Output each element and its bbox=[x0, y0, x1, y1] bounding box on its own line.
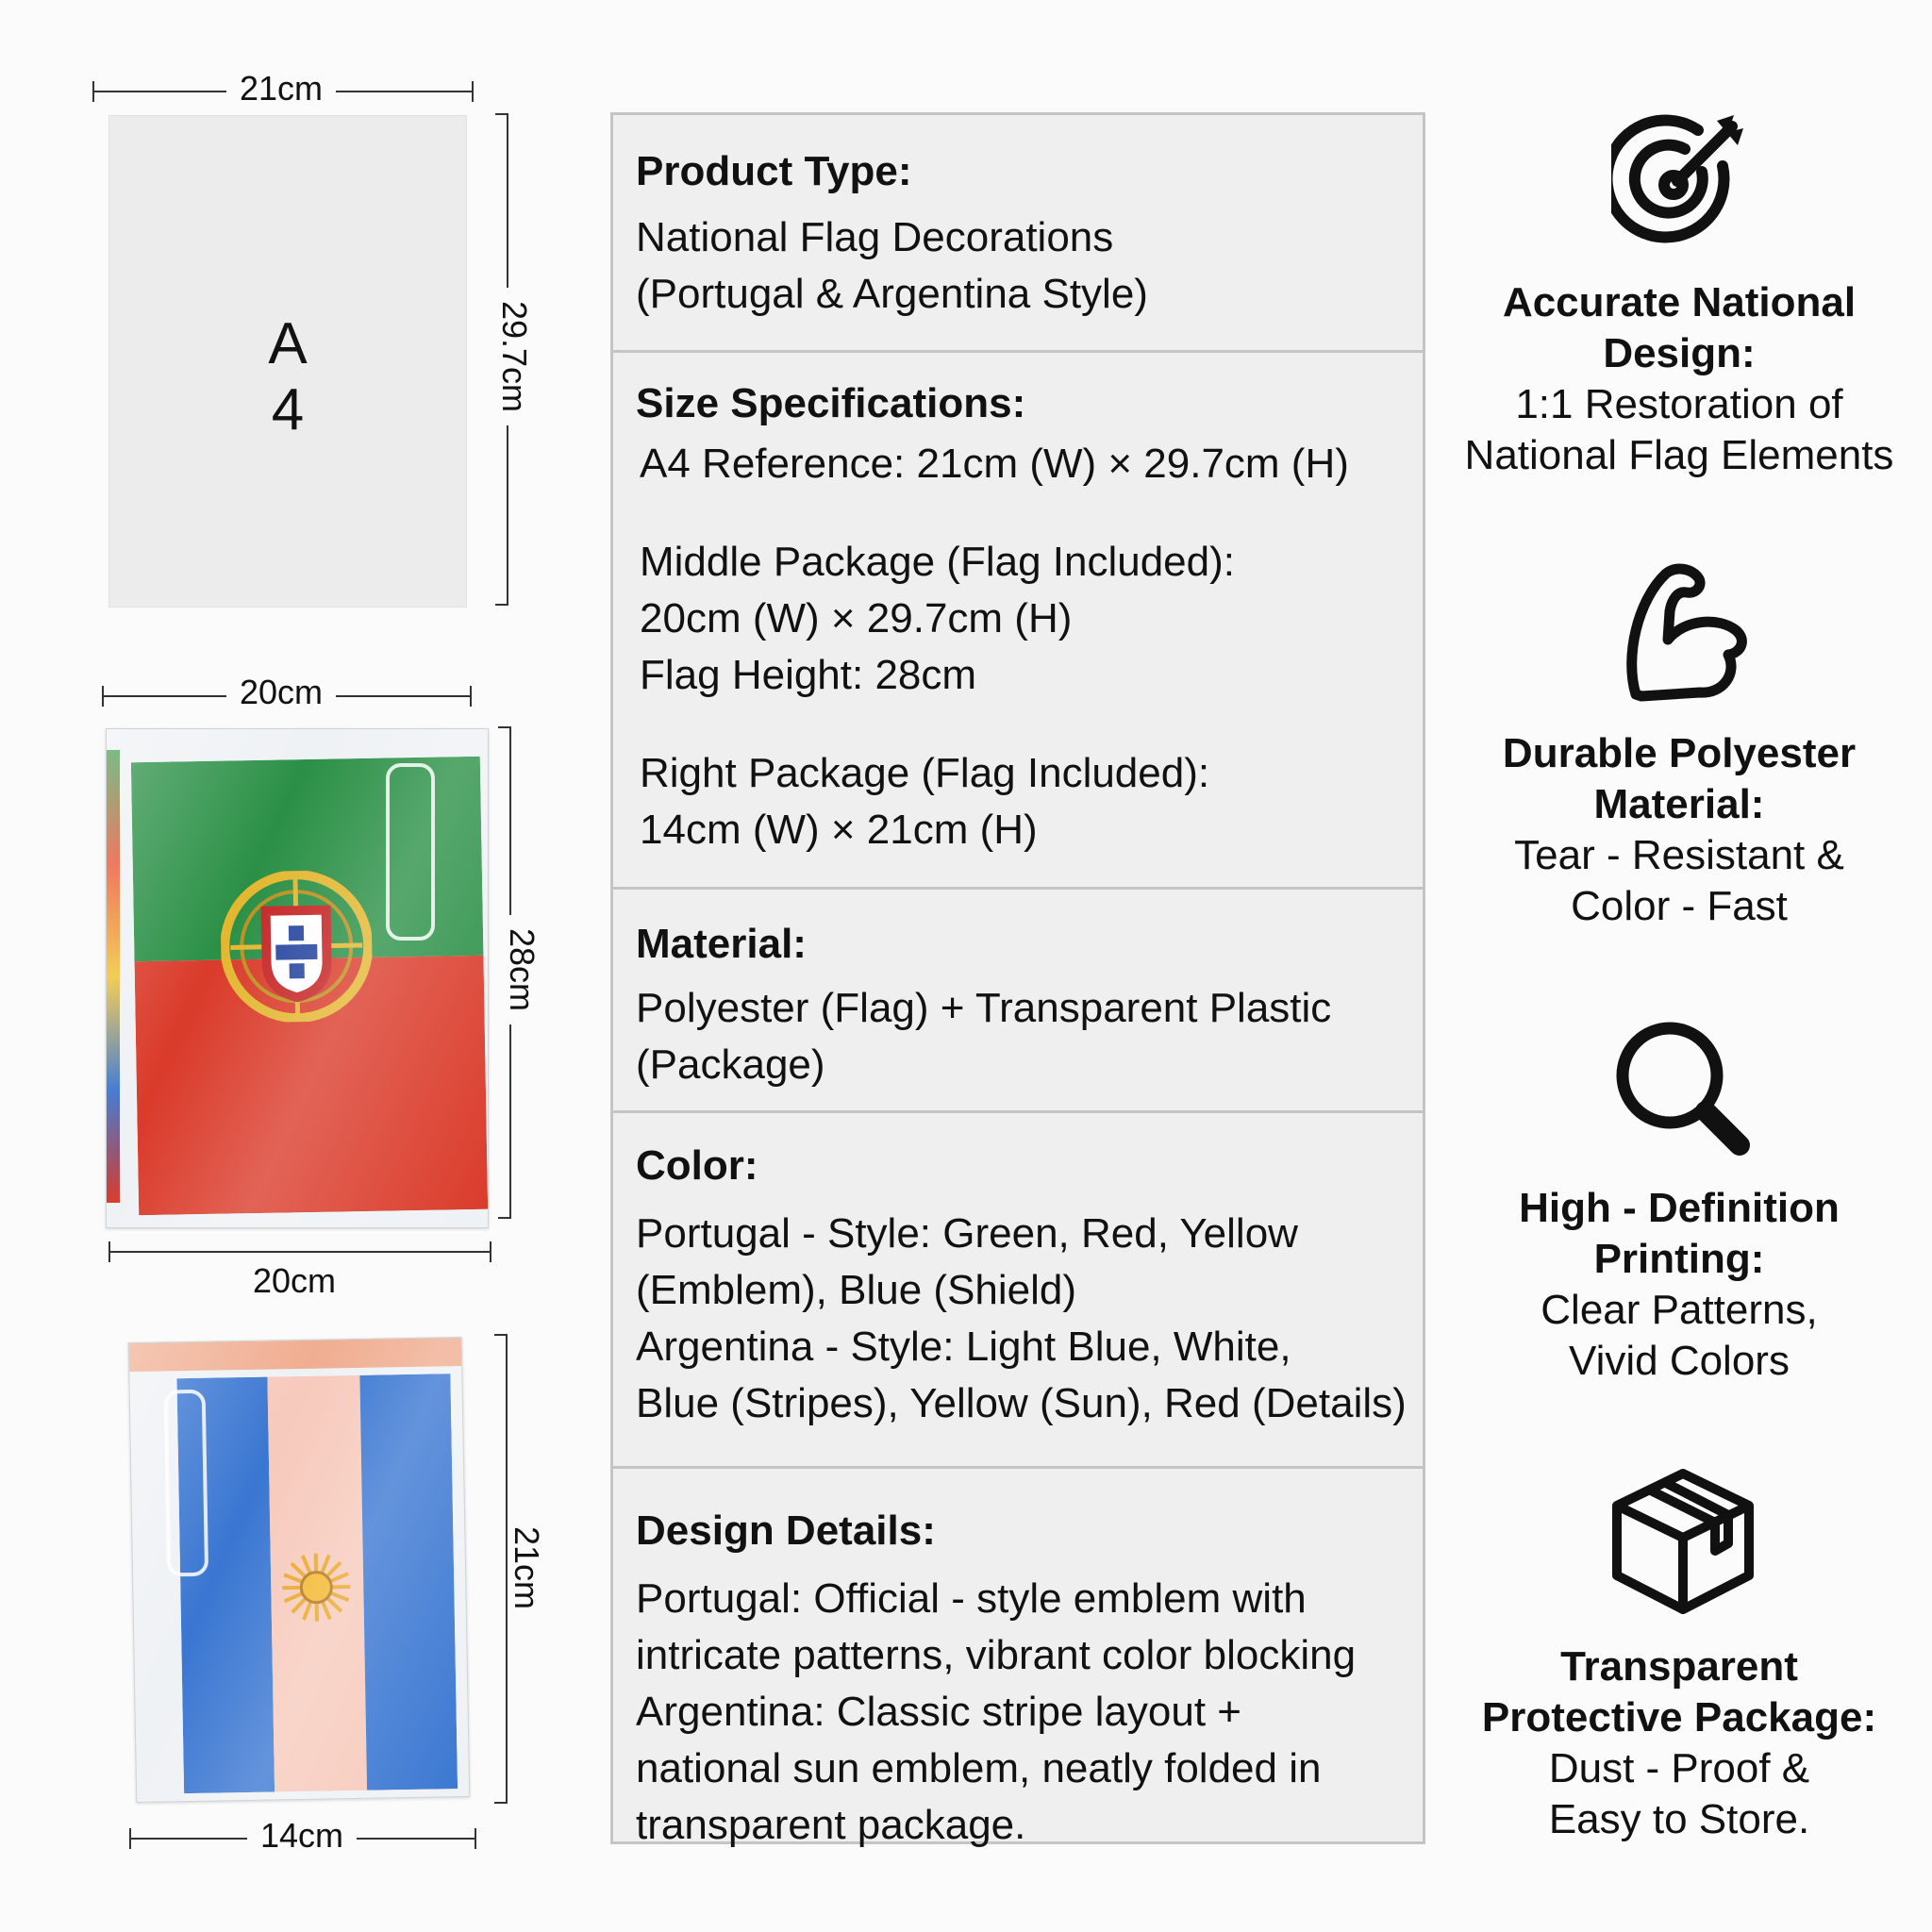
color-cell bbox=[613, 1110, 1423, 1466]
design-heading: Design Details: bbox=[636, 1507, 936, 1554]
design-cell bbox=[613, 1466, 1423, 1848]
feature-title: Protective Package: bbox=[1481, 1694, 1877, 1740]
material-line: Polyester (Flag) + Transparent Plastic bbox=[636, 985, 1332, 1031]
color-line: Argentina - Style: Light Blue, White, bbox=[636, 1324, 1291, 1370]
box-icon bbox=[1611, 1468, 1755, 1615]
design-line: Argentina: Classic stripe layout + bbox=[636, 1689, 1241, 1735]
spec-table bbox=[610, 112, 1425, 1848]
size-right-line: Right Package (Flag Included): bbox=[640, 750, 1210, 796]
feature-title: High - Definition bbox=[1519, 1185, 1840, 1231]
feature-title: Durable Polyester bbox=[1502, 730, 1857, 776]
product-type-line: National Flag Decorations bbox=[636, 214, 1114, 260]
feature-desc: Easy to Store. bbox=[1548, 1796, 1810, 1842]
middle-width-dimension-bottom bbox=[108, 1251, 491, 1253]
right-width-label: 14cm bbox=[247, 1817, 357, 1855]
size-middle-line: Flag Height: 28cm bbox=[640, 652, 977, 698]
feature-title: Design: bbox=[1603, 330, 1756, 376]
material-line: (Package) bbox=[636, 1041, 825, 1088]
middle-width-label-bottom: 20cm bbox=[240, 1262, 349, 1300]
feature-title: Transparent bbox=[1560, 1643, 1798, 1690]
feature-desc: National Flag Elements bbox=[1464, 432, 1894, 478]
feature-desc: Dust - Proof & bbox=[1548, 1745, 1810, 1791]
middle-height-label: 28cm bbox=[503, 915, 541, 1024]
feature-desc: Tear - Resistant & bbox=[1514, 832, 1844, 878]
color-heading: Color: bbox=[636, 1142, 758, 1189]
feature-desc: Clear Patterns, bbox=[1541, 1287, 1818, 1333]
magnifier-icon bbox=[1611, 1017, 1755, 1160]
feature-desc: Color - Fast bbox=[1571, 883, 1788, 929]
right-package-argentina bbox=[128, 1337, 470, 1803]
color-line: Blue (Stripes), Yellow (Sun), Red (Details) bbox=[636, 1380, 1407, 1426]
feature-accurate-design bbox=[1443, 277, 1915, 481]
right-height-label: 21cm bbox=[508, 1513, 545, 1623]
design-line: Portugal: Official - style emblem with bbox=[636, 1575, 1307, 1622]
color-line: Portugal - Style: Green, Red, Yellow bbox=[636, 1210, 1298, 1257]
feature-durable-material bbox=[1443, 728, 1915, 932]
size-middle-line: Middle Package (Flag Included): bbox=[640, 539, 1235, 585]
design-line: transparent package. bbox=[636, 1802, 1026, 1848]
feature-protective-package bbox=[1443, 1641, 1915, 1845]
flexed-arm-icon bbox=[1617, 562, 1753, 704]
size-right-line: 14cm (W) × 21cm (H) bbox=[640, 807, 1038, 853]
a4-letter-a: A bbox=[268, 311, 308, 376]
target-icon bbox=[1611, 111, 1753, 253]
feature-title: Accurate National bbox=[1502, 279, 1857, 325]
material-cell bbox=[613, 887, 1423, 1110]
size-middle-line: 20cm (W) × 29.7cm (H) bbox=[640, 595, 1073, 641]
feature-hd-printing bbox=[1443, 1183, 1915, 1387]
product-type-line: (Portugal & Argentina Style) bbox=[636, 271, 1148, 317]
a4-sheet bbox=[108, 115, 467, 608]
product-type-cell bbox=[613, 115, 1423, 350]
feature-title: Material: bbox=[1593, 781, 1765, 827]
a4-width-label: 21cm bbox=[226, 70, 336, 108]
size-a4-line: A4 Reference: 21cm (W) × 29.7cm (H) bbox=[640, 441, 1349, 487]
size-cell bbox=[613, 350, 1423, 887]
size-heading: Size Specifications: bbox=[636, 380, 1026, 426]
a4-letter-4: 4 bbox=[271, 377, 305, 442]
design-line: intricate patterns, vibrant color blocking bbox=[636, 1632, 1357, 1678]
design-line: national sun emblem, neatly folded in bbox=[636, 1745, 1322, 1791]
product-type-heading: Product Type: bbox=[636, 148, 912, 194]
color-line: (Emblem), Blue (Shield) bbox=[636, 1267, 1077, 1313]
feature-title: Printing: bbox=[1593, 1236, 1765, 1282]
material-heading: Material: bbox=[636, 921, 807, 967]
feature-desc: Vivid Colors bbox=[1569, 1338, 1790, 1384]
a4-height-label: 29.7cm bbox=[495, 288, 533, 425]
middle-package-portugal bbox=[106, 728, 489, 1228]
middle-width-label-top: 20cm bbox=[226, 674, 336, 711]
feature-desc: 1:1 Restoration of bbox=[1515, 381, 1843, 427]
